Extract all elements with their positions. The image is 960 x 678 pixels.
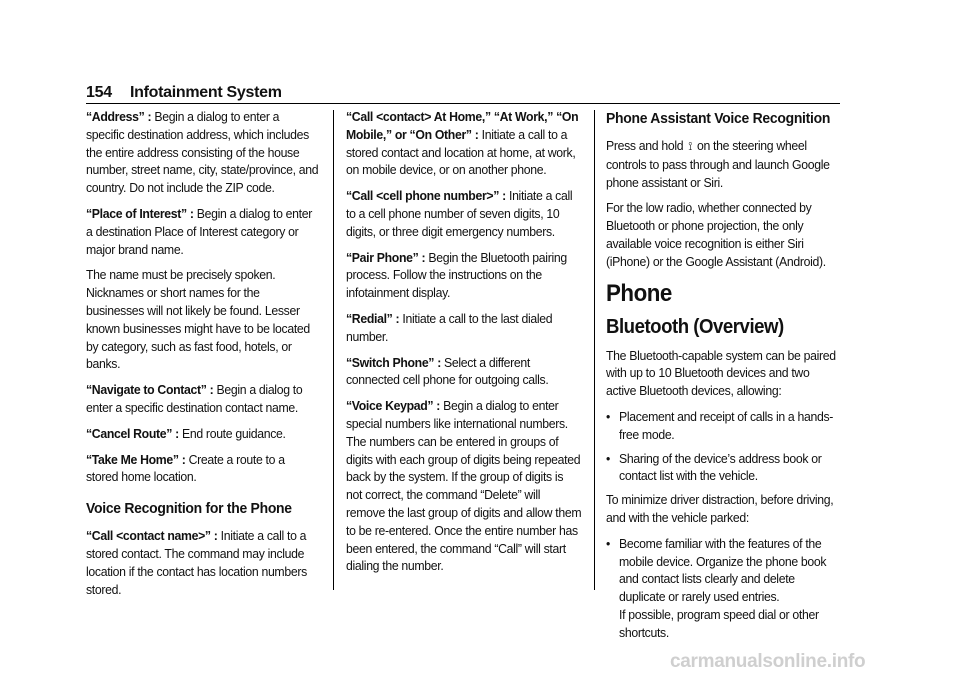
command-description: Initiate a call to a stored contact and location at home, at work, on mobile device, or on another phone. [346, 126, 576, 178]
distraction-list [606, 535, 841, 642]
voice-recognition-phone-heading: Voice Recognition for the Phone [86, 500, 292, 518]
page-number: 154 [86, 84, 112, 101]
bluetooth-overview-heading: Bluetooth (Overview) [606, 315, 784, 338]
bullet-icon: • [606, 408, 610, 424]
command-description: Begin a dialog to enter special numbers like international numbers. The numbers can be entered in groups of digits with each group of digits being repeated back by the system. If the group of digits is not correct, the command “Delete” will remove the last group of digits and allow them to be re-entered. Once the entire number has been entered, the command “Call” will start dialing the number. [346, 398, 582, 574]
command-term: “Cancel Route” : [86, 425, 179, 441]
distraction-intro: To minimize driver distraction, before driving, and with the vehicle parked: [606, 492, 834, 525]
call-number-command [346, 187, 581, 240]
list-item [606, 450, 841, 486]
command-term: “Switch Phone” : [346, 354, 441, 370]
command-term: “Place of Interest” : [86, 205, 194, 221]
command-term: “Call <cell phone number>” : [346, 188, 506, 204]
command-term: “Pair Phone” : [346, 249, 426, 265]
command-term: “Call <contact> At Home,” “At Work,” “On Mobile,” or “On Other” : [346, 109, 579, 142]
command-description: Initiate a call to the last dialed number. [346, 310, 553, 344]
bullet-icon: • [606, 535, 610, 551]
text-run: on the steering wheel controls to pass through and launch Google phone assistant or Siri. [606, 138, 830, 190]
column-divider [594, 110, 595, 590]
list-item-text: Placement and receipt of calls in a hands-free mode. [619, 408, 834, 442]
navigate-contact-command [86, 381, 319, 417]
phone-heading: Phone [606, 279, 672, 307]
page-header [86, 84, 840, 104]
text-run: Press and hold [606, 138, 687, 153]
bullet-icon: • [606, 450, 610, 466]
name-note: The name must be precisely spoken. Nicknames or short names for the businesses will not likely be found. Lesser known businesses might have to be located by category, such as fast food, hotels, or banks. [86, 267, 310, 372]
voice-keypad-command [346, 397, 581, 575]
bluetooth-features-list [606, 408, 841, 485]
column-1 [86, 108, 319, 606]
command-term: “Redial” : [346, 310, 400, 326]
command-description: Initiate a call to a cell phone number of seven digits, 10 digits, or three digit emergency numbers. [346, 188, 573, 239]
command-description: Create a route to a stored home location. [86, 451, 285, 485]
assistant-press-hold [606, 137, 841, 191]
take-me-home-command [86, 451, 319, 487]
command-term: “Take Me Home” : [86, 451, 186, 467]
call-contact-command [86, 527, 319, 598]
list-item-text: Become familiar with the features of the mobile device. Organize the phone book and contact lists clearly and delete duplicate or rarely used entries. [619, 535, 827, 605]
watermark: carmanualsonline.info [670, 651, 866, 672]
poi-command [86, 205, 319, 258]
command-term: “Navigate to Contact” : [86, 382, 214, 398]
list-item [606, 535, 841, 642]
section-title: Infotainment System [130, 84, 282, 101]
column-2 [346, 108, 581, 583]
command-term: “Voice Keypad” : [346, 398, 441, 414]
phone-assistant-heading: Phone Assistant Voice Recognition [606, 110, 831, 127]
command-description: Begin the Bluetooth pairing process. Follow the instructions on the infotainment display. [346, 249, 567, 301]
command-term: “Call <contact name>” : [86, 528, 218, 544]
command-description: Begin a dialog to enter a specific destination address, which includes the entire address consisting of the house number, street name, city, state/province, and country. Do not include the ZIP code. [86, 109, 319, 196]
switch-phone-command [346, 354, 581, 390]
redial-command [346, 310, 581, 346]
column-divider [333, 110, 334, 590]
call-at-location-command [346, 108, 581, 179]
bluetooth-intro: The Bluetooth-capable system can be paired with up to 10 Bluetooth devices and two active Bluetooth devices, allowing: [606, 347, 836, 399]
command-description: Initiate a call to a stored contact. The command may include location if the contact has location numbers stored. [86, 528, 307, 597]
low-radio-note: For the low radio, whether connected by Bluetooth or phone projection, the only available voice recognition is either Siri (iPhone) or the Google Assistant (Android). [606, 200, 826, 269]
push-to-talk-icon: ⟟ [688, 139, 693, 153]
list-item [606, 408, 841, 444]
command-description: End route guidance. [178, 425, 286, 441]
command-description: Begin a dialog to enter a specific destination contact name. [86, 382, 303, 415]
list-item-text: Sharing of the device’s address book or contact list with the vehicle. [619, 450, 822, 484]
list-item-text: If possible, program speed dial or other shortcuts. [619, 606, 819, 640]
header-rule [86, 103, 840, 104]
pair-phone-command [346, 249, 581, 302]
command-term: “Address” : [86, 109, 152, 124]
column-3 [606, 108, 841, 648]
cancel-route-command [86, 425, 319, 443]
command-description: Select a different connected cell phone for outgoing calls. [346, 354, 549, 388]
command-description: Begin a dialog to enter a destination Place of Interest category or major brand name. [86, 205, 313, 257]
address-command [86, 108, 319, 197]
